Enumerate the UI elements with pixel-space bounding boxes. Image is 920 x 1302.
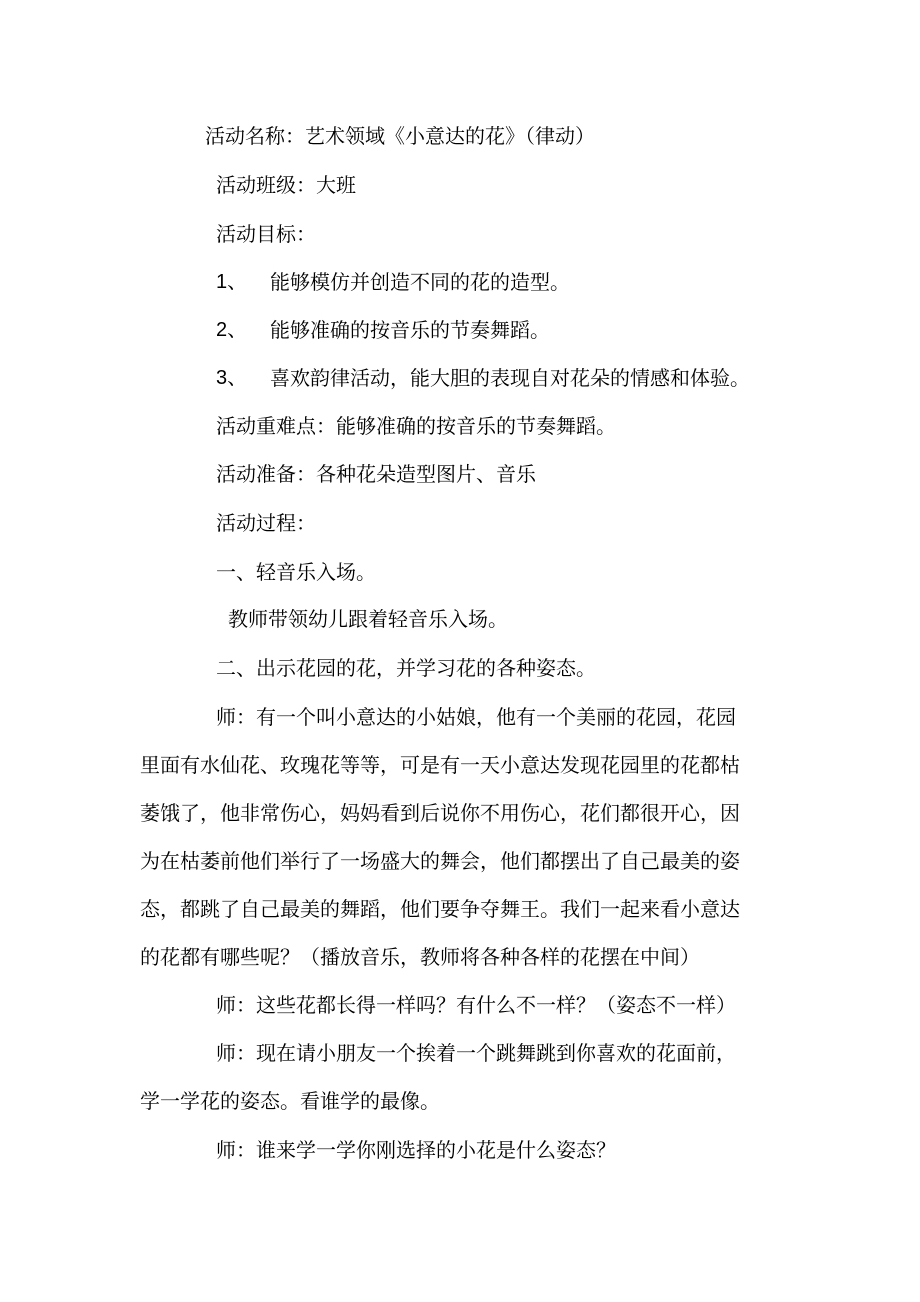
paragraph-1-line-6: 的花都有哪些呢？（播放音乐，教师将各种各样的花摆在中间） (140, 945, 700, 969)
process-heading: 活动过程： (216, 511, 316, 535)
paragraph-1-line-5: 态，都跳了自己最美的舞蹈，他们要争夺舞王。我们一起来看小意达 (140, 897, 740, 921)
goal-text-1: 能够模仿并创造不同的花的造型。 (270, 270, 570, 294)
goal-text-2: 能够准确的按音乐的节奏舞蹈。 (270, 318, 550, 342)
key-point: 活动重难点：能够准确的按音乐的节奏舞蹈。 (216, 414, 616, 438)
paragraph-3-line-2: 学一学花的姿态。看谁学的最像。 (140, 1089, 440, 1113)
goals-heading: 活动目标： (216, 222, 316, 246)
paragraph-1-line-1: 师：有一个叫小意达的小姑娘，他有一个美丽的花园，花园 (216, 705, 736, 729)
preparation: 活动准备：各种花朵造型图片、音乐 (216, 462, 536, 486)
paragraph-1-line-3: 萎饿了，他非常伤心，妈妈看到后说你不用伤心，花们都很开心，因 (140, 801, 740, 825)
step2-heading: 二、出示花园的花，并学习花的各种姿态。 (216, 656, 596, 680)
step1-text: 教师带领幼儿跟着轻音乐入场。 (228, 607, 508, 631)
paragraph-1-line-4: 为在枯萎前他们举行了一场盛大的舞会，他们都摆出了自己最美的姿 (140, 849, 740, 873)
step1-heading: 一、轻音乐入场。 (216, 560, 376, 584)
goal-number-2: 2、 (216, 319, 248, 341)
paragraph-3-line-1: 师：现在请小朋友一个挨着一个跳舞跳到你喜欢的花面前， (216, 1041, 736, 1065)
paragraph-4: 师：谁来学一学你刚选择的小花是什么姿态？ (216, 1138, 616, 1162)
goal-number-1: 1、 (216, 271, 248, 293)
paragraph-2: 师：这些花都长得一样吗？有什么不一样？（姿态不一样） (216, 993, 736, 1017)
activity-title: 活动名称：艺术领域《小意达的花》（律动） (205, 124, 595, 148)
activity-class: 活动班级：大班 (216, 173, 356, 197)
paragraph-1-line-2: 里面有水仙花、玫瑰花等等，可是有一天小意达发现花园里的花都枯 (140, 753, 740, 777)
goal-text-3: 喜欢韵律活动，能大胆的表现自对花朵的情感和体验。 (270, 366, 750, 390)
goal-number-3: 3、 (216, 367, 248, 389)
